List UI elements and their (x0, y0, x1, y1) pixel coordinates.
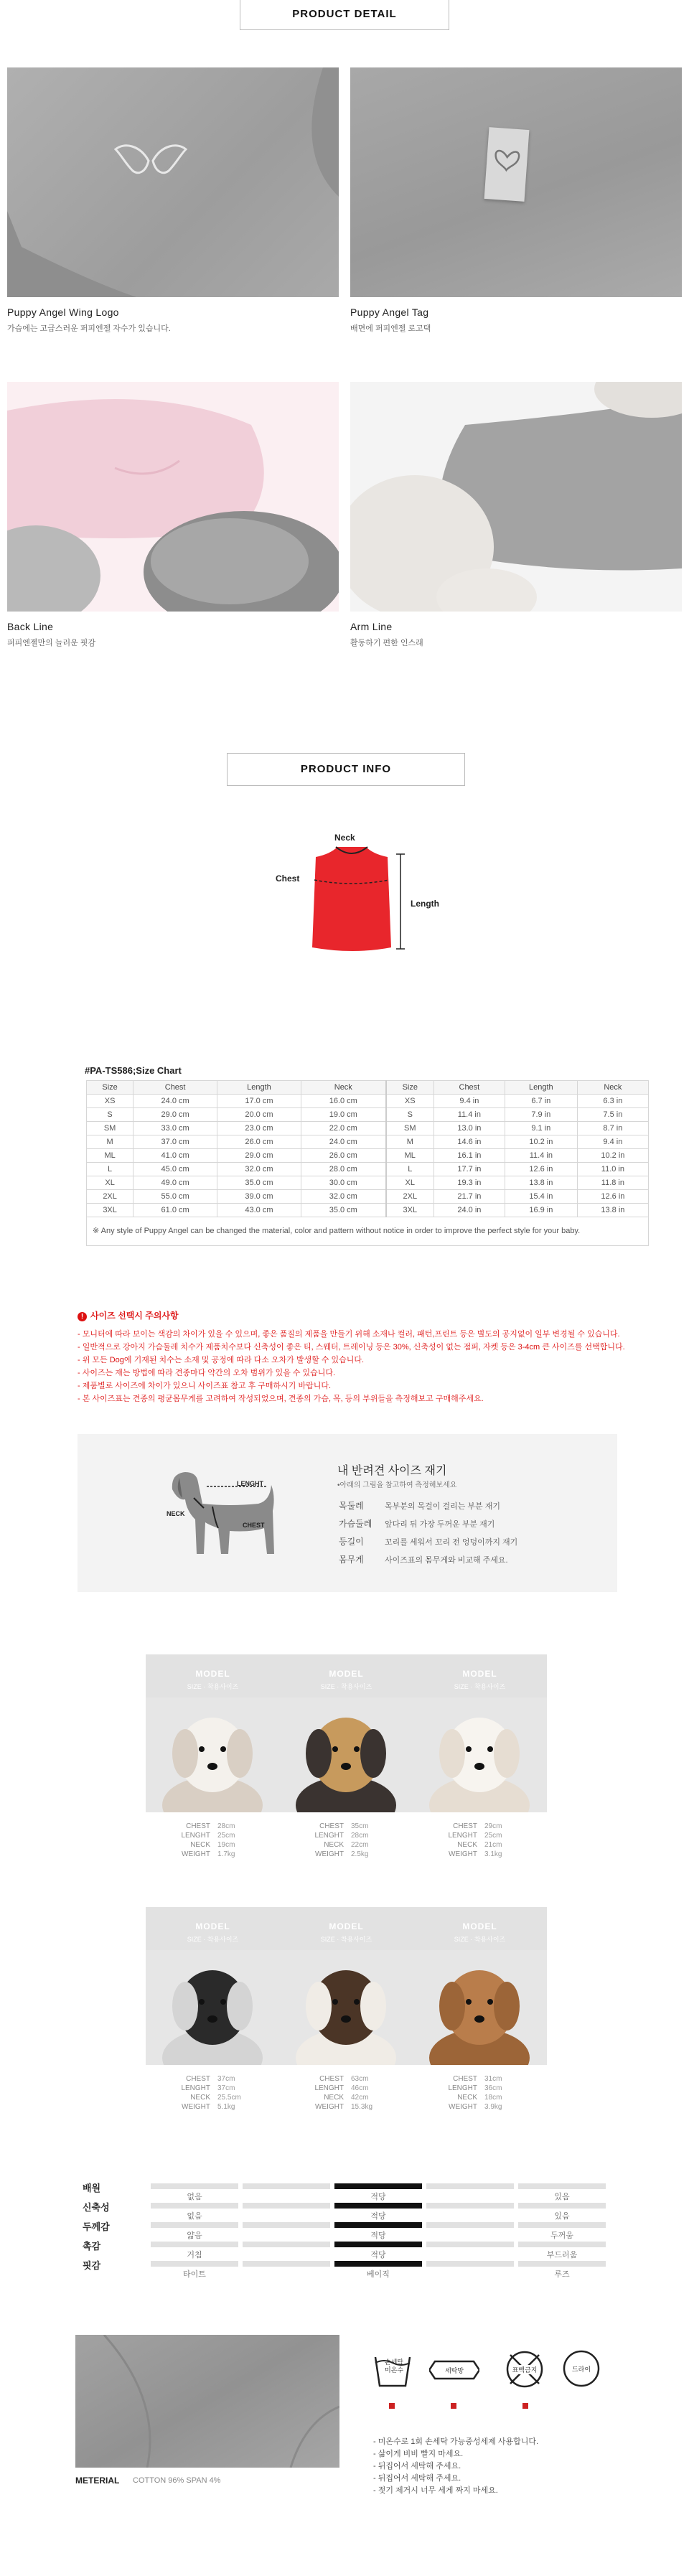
back-line-photo (7, 382, 339, 612)
size-chart-cell: 11.0 in (577, 1163, 648, 1176)
model-stat-label: LENGHT (448, 1832, 477, 1840)
size-chart-cell: L (386, 1163, 434, 1176)
size-chart-table (86, 1080, 649, 1246)
model-name: MODEL (195, 1921, 230, 1931)
size-chart-cell: ML (87, 1149, 133, 1163)
model-stat-label: LENGHT (181, 1832, 210, 1840)
size-chart-cell: 35.0 cm (217, 1176, 301, 1190)
model-stat-label: NECK (457, 2094, 477, 2102)
size-chart-cell: 8.7 in (577, 1122, 648, 1135)
model-photo (413, 1950, 547, 2065)
size-chart-cell: S (386, 1108, 434, 1122)
size-chart-cell: SM (87, 1122, 133, 1135)
material-label: METERIAL (75, 2476, 120, 2486)
care-marker (522, 2403, 528, 2409)
model-card (413, 1907, 547, 2148)
size-chart-cell: ML (386, 1149, 434, 1163)
model-stat-label: LENGHT (181, 2084, 210, 2092)
model-card (279, 1907, 413, 2148)
size-chart-cell: 41.0 cm (133, 1149, 217, 1163)
model-size: SIZE · 착용사이즈 (320, 1936, 372, 1943)
size-chart-cell: S (87, 1108, 133, 1122)
dry-clean-text: 드라이 (571, 2366, 591, 2373)
size-chart-cell: 16.1 in (433, 1149, 505, 1163)
model-stat-label: WEIGHT (182, 1850, 210, 1858)
model-stat-value: 28cm (217, 1822, 235, 1830)
model-stat-label: LENGHT (314, 2084, 344, 2092)
fit-option-mid: 베이직 (367, 2270, 390, 2279)
size-chart-cell: 13.8 in (577, 1204, 648, 1217)
model-card (146, 1907, 280, 2148)
model-size: SIZE · 착용사이즈 (187, 1936, 239, 1943)
model-stat-label: CHEST (319, 1822, 344, 1830)
fit-segment (243, 2242, 330, 2247)
detail-2-desc: 배면에 퍼피엔젤 로고택 (350, 324, 431, 333)
hand-wash-text: 손세탁 미온수 (384, 2359, 404, 2374)
size-chart-cell: 26.0 cm (301, 1149, 385, 1163)
model-stat-label: NECK (190, 1841, 210, 1849)
model-stat-value: 22cm (351, 1841, 369, 1849)
model-stat-label: NECK (324, 1841, 344, 1849)
detail-2-title: Puppy Angel Tag (350, 306, 429, 318)
model-stat-value: 29cm (484, 1822, 502, 1830)
detail-4-desc: 활동하기 편한 인스래 (350, 639, 423, 647)
measure-row-desc: 목부분의 목걸이 걸리는 부분 재기 (385, 1502, 500, 1511)
fit-segment (334, 2203, 422, 2209)
fit-segment (151, 2222, 238, 2228)
measure-neck-label: NECK (167, 1510, 185, 1517)
size-chart-cell: 2XL (87, 1190, 133, 1204)
size-chart-cell: 35.0 cm (301, 1204, 385, 1217)
model-photo (146, 1697, 280, 1812)
measure-row-name: 등길이 (339, 1537, 364, 1547)
model-size: SIZE · 착용사이즈 (320, 1683, 372, 1690)
caution-heading-text: 사이즈 선택시 주의사항 (90, 1311, 179, 1321)
fit-segment (334, 2183, 422, 2189)
size-chart-row (87, 1122, 649, 1135)
product-detail-title: PRODUCT DETAIL (240, 0, 449, 30)
size-chart-cell: 9.4 in (433, 1095, 505, 1108)
detail-3-title: Back Line (7, 621, 54, 632)
size-chart-row (87, 1163, 649, 1176)
arm-line-photo (350, 382, 682, 612)
fit-segment (334, 2222, 422, 2228)
size-chart-row (87, 1108, 649, 1122)
fit-segment (151, 2183, 238, 2189)
wing-logo-photo (7, 67, 339, 297)
size-chart-cell: 17.7 in (433, 1163, 505, 1176)
fit-segment (426, 2183, 514, 2189)
size-chart-cell: 49.0 cm (133, 1176, 217, 1190)
size-chart-cell: 10.2 in (505, 1135, 577, 1149)
no-bleach-text: 표백금지 (510, 2365, 540, 2374)
model-stat-label: CHEST (319, 2075, 344, 2083)
size-chart-cell: 24.0 cm (301, 1135, 385, 1149)
size-chart-cell: 20.0 cm (217, 1108, 301, 1122)
model-stat-value: 42cm (351, 2094, 369, 2102)
size-chart-cell: 6.3 in (577, 1095, 648, 1108)
model-stat-value: 2.5kg (351, 1850, 369, 1858)
measure-row (339, 1517, 495, 1530)
model-stat-value: 25cm (217, 1832, 235, 1840)
size-chart-cell: 7.9 in (505, 1108, 577, 1122)
fit-row-label: 두께감 (83, 2221, 110, 2232)
size-chart-cell: XL (87, 1176, 133, 1190)
fit-row-label: 신축성 (83, 2202, 110, 2213)
model-name: MODEL (462, 1921, 497, 1931)
model-stat-value: 1.7kg (217, 1850, 235, 1858)
model-photo (413, 1697, 547, 1812)
fit-segment (426, 2222, 514, 2228)
size-chart-cell: 7.5 in (577, 1108, 648, 1122)
model-stat-value: 37cm (217, 2084, 235, 2092)
caution-line: - 일반적으로 강아지 가슴둘레 치수가 제품치수보다 신축성이 좋은 티, 스웨터, 트레이닝 등은 30%, 신축성이 없는 점퍼, 자켓 등은 3-4cm 큰 사이즈를 선택합니다. (78, 1343, 625, 1352)
size-chart-cell: 11.4 in (433, 1108, 505, 1122)
fit-option-left: 없음 (187, 2212, 202, 2221)
size-chart-cell: 10.2 in (577, 1149, 648, 1163)
measure-length-label: LENGHT (237, 1480, 263, 1487)
fit-segment (334, 2242, 422, 2247)
fit-option-right: 루즈 (554, 2270, 570, 2279)
model-photo (146, 1950, 280, 2065)
size-chart-cell: 15.4 in (505, 1190, 577, 1204)
care-marker (451, 2403, 456, 2409)
model-stat-value: 5.1kg (217, 2103, 235, 2111)
size-chart-cell: 3XL (386, 1204, 434, 1217)
size-chart-cell: 29.0 cm (133, 1108, 217, 1122)
size-chart-header: Size (386, 1081, 434, 1095)
size-chart-row (87, 1190, 649, 1204)
size-chart-cell: 13.8 in (505, 1176, 577, 1190)
detail-4-title: Arm Line (350, 621, 393, 632)
caution-line: - 사이즈는 재는 방법에 따라 견종마다 약간의 오차 범위가 있을 수 있습니다. (78, 1369, 336, 1377)
size-chart-cell: XS (386, 1095, 434, 1108)
warning-icon: ! (78, 1312, 87, 1321)
measure-row-name: 목둘레 (339, 1501, 364, 1511)
model-stat-label: WEIGHT (449, 1850, 477, 1858)
fit-segment (151, 2203, 238, 2209)
fit-option-left: 거침 (187, 2251, 202, 2259)
measure-row-name: 몸무게 (339, 1555, 364, 1565)
measure-row-desc: 앞다리 뒤 가장 두꺼운 부분 재기 (385, 1520, 495, 1529)
size-chart-header: Length (505, 1081, 577, 1095)
size-chart-cell: 2XL (386, 1190, 434, 1204)
model-card (413, 1654, 547, 1895)
material-value: COTTON 96% SPAN 4% (133, 2476, 221, 2485)
fit-segment (243, 2222, 330, 2228)
fit-row-label: 촉감 (83, 2241, 101, 2252)
size-chart-cell: 55.0 cm (133, 1190, 217, 1204)
puppy-angel-tag (484, 127, 530, 202)
tag-logo-icon (484, 127, 530, 202)
model-stat-label: WEIGHT (315, 1850, 344, 1858)
fit-segment (426, 2203, 514, 2209)
model-stat-label: LENGHT (314, 1832, 344, 1840)
wash-net-text: 세탁망 (444, 2367, 464, 2374)
size-chart-cell: 23.0 cm (217, 1122, 301, 1135)
care-line: - 뒤집어서 세탁해 주세요. (373, 2462, 461, 2470)
size-chart-row (87, 1204, 649, 1217)
fit-segment (518, 2261, 606, 2267)
size-chart-cell: 45.0 cm (133, 1163, 217, 1176)
fit-option-mid: 적당 (370, 2212, 386, 2221)
size-chart-cell: XL (386, 1176, 434, 1190)
caution-line: - 본 사이즈표는 견종의 평균몸무게를 고려하여 작성되었으며, 견종의 가슴, 목, 등의 부위들을 측정해보고 구매해주세요. (78, 1395, 484, 1403)
care-marker (389, 2403, 395, 2409)
model-card (146, 1654, 280, 1895)
size-chart-cell: 19.0 cm (301, 1108, 385, 1122)
model-stat-label: WEIGHT (315, 2103, 344, 2111)
fit-segment (518, 2203, 606, 2209)
size-chart-cell: 30.0 cm (301, 1176, 385, 1190)
fit-option-mid: 적당 (370, 2251, 386, 2259)
model-stat-value: 63cm (351, 2075, 369, 2083)
size-chart-cell: 12.6 in (577, 1190, 648, 1204)
measure-diagram (273, 825, 452, 962)
size-chart-row (87, 1149, 649, 1163)
model-stat-value: 3.9kg (484, 2103, 502, 2111)
wing-logo-icon (111, 139, 190, 182)
fit-segment (243, 2261, 330, 2267)
model-stat-label: CHEST (186, 1822, 210, 1830)
model-stat-value: 37cm (217, 2075, 235, 2083)
product-info-title: PRODUCT INFO (227, 753, 465, 786)
measure-row-desc: 꼬리를 세워서 꼬리 전 엉덩이까지 재기 (385, 1538, 518, 1547)
care-line: - 삶이게 비비 빨지 마세요. (373, 2450, 464, 2458)
fit-row-label: 배원 (83, 2183, 101, 2193)
size-chart-cell: SM (386, 1122, 434, 1135)
fit-segment (151, 2242, 238, 2247)
size-chart-cell: 9.4 in (577, 1135, 648, 1149)
size-chart-header: Neck (577, 1081, 648, 1095)
size-chart-cell: 11.8 in (577, 1176, 648, 1190)
fit-option-mid: 적당 (370, 2231, 386, 2240)
size-chart-header: Size (87, 1081, 133, 1095)
size-chart-cell: 37.0 cm (133, 1135, 217, 1149)
fit-option-mid: 적당 (370, 2193, 386, 2201)
size-chart-cell: 19.3 in (433, 1176, 505, 1190)
fit-segment (426, 2242, 514, 2247)
size-chart-cell: 22.0 cm (301, 1122, 385, 1135)
size-chart-cell: 16.9 in (505, 1204, 577, 1217)
model-photo (279, 1950, 413, 2065)
size-chart-row (87, 1095, 649, 1108)
model-stat-value: 31cm (484, 2075, 502, 2083)
fit-segment (518, 2222, 606, 2228)
neck-label: Neck (334, 833, 355, 843)
model-name: MODEL (195, 1669, 230, 1679)
size-chart-cell: 39.0 cm (217, 1190, 301, 1204)
size-chart-cell: 21.7 in (433, 1190, 505, 1204)
model-stat-label: CHEST (453, 2075, 477, 2083)
size-chart-cell: M (386, 1135, 434, 1149)
size-chart-cell: 29.0 cm (217, 1149, 301, 1163)
model-stat-label: NECK (190, 2094, 210, 2102)
model-stat-value: 25.5cm (217, 2094, 241, 2102)
fit-option-right: 있음 (554, 2212, 570, 2221)
size-chart-cell: 3XL (87, 1204, 133, 1217)
size-chart-cell: 61.0 cm (133, 1204, 217, 1217)
model-size: SIZE · 착용사이즈 (454, 1683, 506, 1690)
size-chart-cell: L (87, 1163, 133, 1176)
size-chart-cell: 12.6 in (505, 1163, 577, 1176)
measure-row-desc: 사이즈표의 몸무게와 비교해 주세요. (385, 1556, 508, 1565)
size-chart-header: Chest (133, 1081, 217, 1095)
model-stat-value: 18cm (484, 2094, 502, 2102)
model-stat-value: 35cm (351, 1822, 369, 1830)
model-stat-label: NECK (324, 2094, 344, 2102)
fit-option-right: 두꺼움 (550, 2231, 573, 2240)
fabric-photo (75, 2335, 339, 2468)
model-size: SIZE · 착용사이즈 (454, 1936, 506, 1943)
fit-option-left: 없음 (187, 2193, 202, 2201)
size-chart-cell: 28.0 cm (301, 1163, 385, 1176)
model-stat-label: WEIGHT (449, 2103, 477, 2111)
model-photo (279, 1697, 413, 1812)
fit-segment (243, 2183, 330, 2189)
model-stat-value: 15.3kg (351, 2103, 373, 2111)
model-stat-value: 46cm (351, 2084, 369, 2092)
size-chart-cell: 17.0 cm (217, 1095, 301, 1108)
model-stat-label: NECK (457, 1841, 477, 1849)
measure-subtitle: •아래의 그림을 참고하여 측정해보세요 (337, 1481, 457, 1489)
detail-3-desc: 퍼피엔젤만의 늘러운 핏감 (7, 639, 95, 647)
size-chart-cell: 14.6 in (433, 1135, 505, 1149)
measure-row-name: 가슴둘레 (339, 1519, 372, 1529)
size-chart-header: Length (217, 1081, 301, 1095)
model-name: MODEL (329, 1921, 364, 1931)
model-stat-value: 19cm (217, 1841, 235, 1849)
fit-option-left: 타이트 (183, 2270, 206, 2279)
size-chart-cell: 43.0 cm (217, 1204, 301, 1217)
model-stat-label: LENGHT (448, 2084, 477, 2092)
fit-segment (518, 2242, 606, 2247)
fit-segment (334, 2261, 422, 2267)
model-stat-label: WEIGHT (182, 2103, 210, 2111)
model-stat-value: 25cm (484, 1832, 502, 1840)
size-chart-title: #PA-TS586;Size Chart (85, 1065, 182, 1076)
model-name: MODEL (329, 1669, 364, 1679)
measure-chest-label: CHEST (243, 1522, 265, 1529)
size-chart-cell: 9.1 in (505, 1122, 577, 1135)
model-size: SIZE · 착용사이즈 (187, 1683, 239, 1690)
model-name: MODEL (462, 1669, 497, 1679)
size-chart-cell: 11.4 in (505, 1149, 577, 1163)
size-chart-cell: 16.0 cm (301, 1095, 385, 1108)
measure-title: 내 반려견 사이즈 재기 (337, 1465, 447, 1477)
size-chart-cell: 6.7 in (505, 1095, 577, 1108)
size-chart-cell: 13.0 in (433, 1122, 505, 1135)
size-chart-header: Neck (301, 1081, 385, 1095)
fit-row-label: 핏감 (83, 2260, 101, 2271)
tag-photo (350, 67, 682, 297)
model-stat-value: 36cm (484, 2084, 502, 2092)
detail-1-desc: 가슴에는 고급스러운 퍼피엔젤 자수가 있습니다. (7, 324, 171, 333)
fit-segment (518, 2183, 606, 2189)
caution-line: - 위 모든 Dog에 기재된 치수는 소재 및 공정에 따라 다소 오차가 발생할 수 있습니다. (78, 1356, 365, 1364)
measure-row (339, 1499, 500, 1512)
size-chart-note: ※ Any style of Puppy Angel can be changed the material, color and pattern without notice in order to improve the perfect style for your baby. (87, 1217, 649, 1246)
fit-segment (151, 2261, 238, 2267)
size-chart-cell: M (87, 1135, 133, 1149)
size-chart-row (87, 1135, 649, 1149)
caution-heading (78, 1309, 179, 1321)
detail-1-title: Puppy Angel Wing Logo (7, 306, 119, 318)
size-chart-row (87, 1176, 649, 1190)
caution-line: - 제품별로 사이즈에 차이가 있으니 사이즈표 참고 후 구매하시기 바랍니다. (78, 1382, 332, 1390)
size-chart-cell: 24.0 in (433, 1204, 505, 1217)
fit-segment (426, 2261, 514, 2267)
size-chart-cell: XS (87, 1095, 133, 1108)
size-chart-cell: 32.0 cm (217, 1163, 301, 1176)
size-chart-cell: 33.0 cm (133, 1122, 217, 1135)
model-stat-value: 28cm (351, 1832, 369, 1840)
model-stat-value: 21cm (484, 1841, 502, 1849)
fit-option-right: 있음 (554, 2193, 570, 2201)
measure-row (339, 1553, 508, 1565)
model-stat-value: 3.1kg (484, 1850, 502, 1858)
length-label: Length (411, 899, 439, 909)
care-line: - 젖기 제거시 너무 세게 짜지 마세요. (373, 2486, 498, 2495)
model-card (279, 1654, 413, 1895)
measure-row (339, 1535, 517, 1547)
caution-line: - 모니터에 따라 보이는 색감의 차이가 있을 수 있으며, 좋은 품질의 제품을 만들기 위해 소재나 컬러, 패턴,프린트 등은 별도의 공지없이 일부 변경될 수 있습니다. (78, 1330, 620, 1339)
care-line: - 미온수로 1회 손세탁 가능중성세제 사용합니다. (373, 2437, 539, 2446)
care-line: - 뒤집어서 세탁해 주세요. (373, 2474, 461, 2483)
chest-label: Chest (276, 874, 300, 884)
size-chart-header: Chest (433, 1081, 505, 1095)
size-chart-cell: 26.0 cm (217, 1135, 301, 1149)
fit-option-right: 부드러움 (546, 2251, 578, 2259)
model-stat-label: CHEST (453, 1822, 477, 1830)
size-chart-cell: 32.0 cm (301, 1190, 385, 1204)
model-stat-label: CHEST (186, 2075, 210, 2083)
fit-option-left: 얇음 (187, 2231, 202, 2240)
size-chart-cell: 24.0 cm (133, 1095, 217, 1108)
fit-segment (243, 2203, 330, 2209)
